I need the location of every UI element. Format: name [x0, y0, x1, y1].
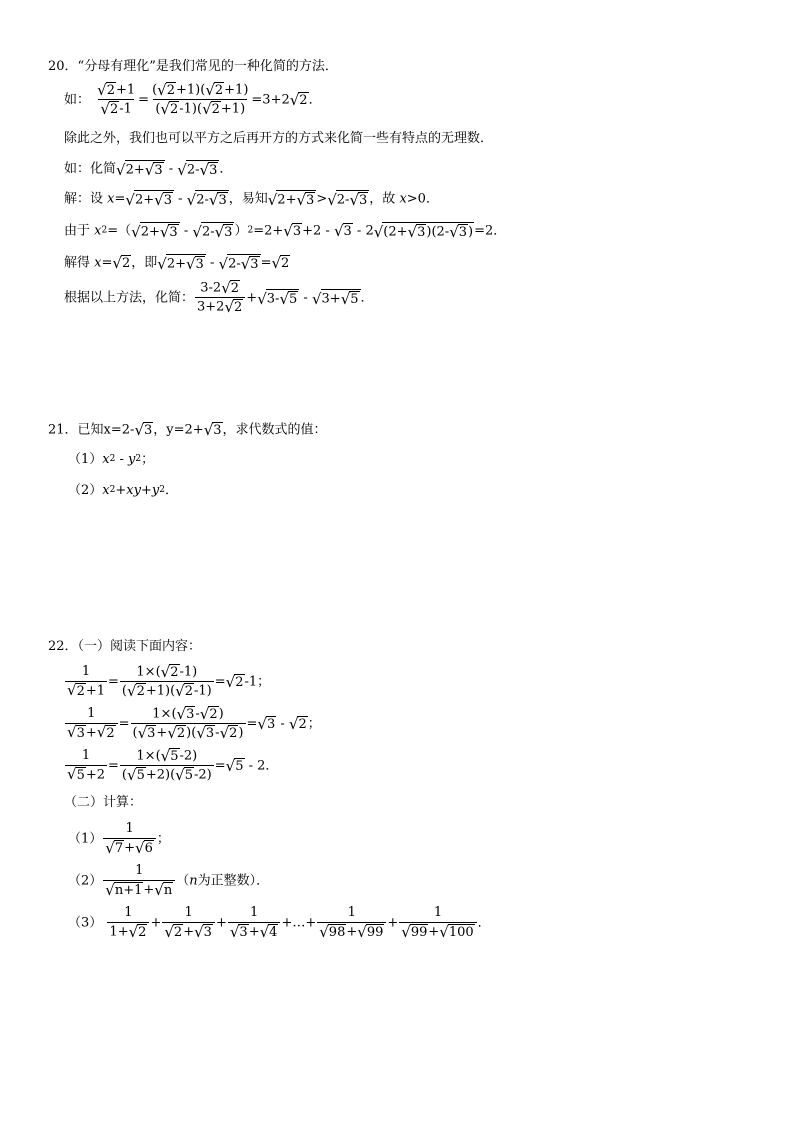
q22-calc1: （1） 1 √ 7 + √ 6 ； — [68, 821, 170, 857]
q20-example2: 如：化简 √ 2+ √ 3 - √ 2- √ 3 ． — [64, 160, 233, 179]
example-prefix: 如： — [64, 92, 91, 108]
q22-calc2: （2） 1 √ n+1 + √ n （n为正整数）． — [68, 863, 270, 899]
q21-part2: （2）x2+xy+y2． — [68, 483, 178, 498]
fraction-term: 1 √ 98 + √ 99 — [317, 906, 386, 940]
fraction: ( √ 2 +1)( √ 2 +1) ( √ 2 -1)( √ 2 +1) — [152, 80, 249, 118]
q22-calc3: （3） 1 1+ √ 2 + 1 √ 2 + √ 3 + 1 √ 3 + √ 4 +…+ 1 √ 98 + √ 99 + 1 √ 99 + √ 100 ． — [68, 905, 491, 941]
fraction-term: 1 √ 3 + √ 4 — [228, 906, 281, 940]
fraction: √ 2 +1 √ 2 -1 — [97, 80, 136, 118]
fraction: 3-2 √ 2 3+2 √ 2 — [195, 280, 245, 316]
q21-part1: （1）x2 - y2； — [68, 452, 155, 467]
q20-solution: 解：设 x= √ 2+ √ 3 - √ 2- √ 3 ，易知 √ 2+ √ 3 > √ 2- √ 3 ，故 x>0． — [64, 190, 439, 209]
fraction-term: 1 √ 2 + √ 3 — [162, 906, 215, 940]
q22-row3: 1 √ 5 +2 = 1×( √ 5 -2) ( √ 5 +2)( √ 5 -2) = √ 5 - 2． — [67, 746, 279, 784]
q21-intro-line: 21．已知x=2- √ 3 ，y=2+ √ 3 ，求代数式的值： — [48, 420, 327, 439]
q20-method: 根据以上方法，化简： 3-2 √ 2 3+2 √ 2 + √ 3- √ 5 - √ 3+ √ 5 ． — [64, 278, 374, 316]
q20-solve: 解得 x= √ 2 ，即 √ 2+ √ 3 - √ 2- √ 3 = √ 2 — [64, 253, 290, 273]
q20-intro-line — [48, 60, 338, 73]
fraction-term: 1 √ 99 + √ 100 — [399, 906, 476, 940]
q22-part2: （二）计算： — [64, 795, 143, 810]
q20-intro: “分母有理化”是我们常见的一种化简的方法． — [77, 59, 338, 74]
q22-row2: 1 √ 3 + √ 2 = 1×( √ 3 - √ 2 ) ( √ 3 + √ 2 )( √ 3 - √ 2 ) = √ 3 - √ 2 ； — [67, 704, 321, 742]
q22-intro-line: 22．（一）阅读下面内容： — [48, 639, 202, 654]
question-number: 20． — [48, 59, 78, 74]
q20-para2: 除此之外，我们也可以平方之后再开方的方式来化简一些有特点的无理数． — [64, 131, 494, 146]
q20-since: 由于 x2=（ √ 2+ √ 3 - √ 2- √ 3 ）2=2+ √ 3 +2 - √ 3 - 2 √ (2+ √ 3 )(2- √ 3 ) =2． — [64, 221, 507, 241]
q20-example: 如： √ 2 +1 √ 2 -1 = ( √ 2 +1)( √ 2 +1) ( √ 2 -1)( √ 2 +1) =3+2 √ 2 ． — [64, 80, 322, 118]
question-number: 22． — [48, 639, 78, 654]
fraction-term: 1 1+ √ 2 — [107, 906, 149, 940]
question-number: 21． — [48, 422, 78, 438]
q22-row1: 1 √ 2 +1 = 1×( √ 2 -1) ( √ 2 +1)( √ 2 -1) = √ 2 -1； — [67, 662, 271, 700]
